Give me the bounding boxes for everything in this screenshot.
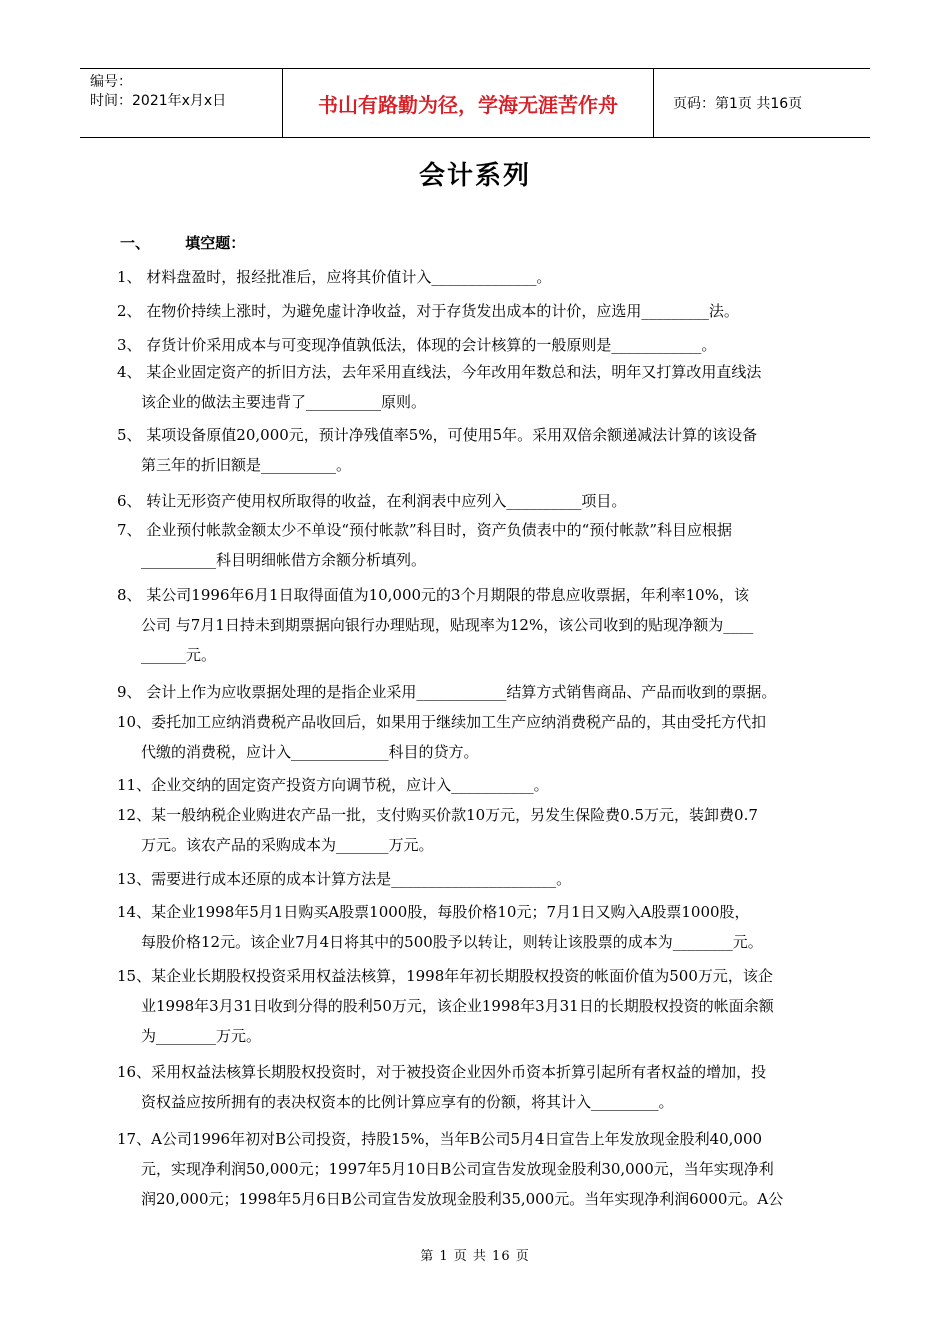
page-title: 会计系列 bbox=[418, 161, 531, 191]
question-item bbox=[117, 800, 847, 860]
question-line: 资权益应按所拥有的表决权资本的比例计算应享有的份额，将其计入_________。 bbox=[141, 1093, 674, 1111]
question-line: 公司 与7月1日持未到期票据向银行办理贴现，贴现率为12%，该公司收到的贴现净额为____ bbox=[141, 616, 754, 634]
question-line: 4、 某企业固定资产的折旧方法，去年采用直线法，今年改用年数总和法，明年又打算改用直线法 bbox=[117, 363, 762, 381]
question-line: 2、 在物价持续上涨时，为避免虚计净收益，对于存货发出成本的计价，应选用_________法。 bbox=[117, 302, 739, 320]
question-line: 3、 存货计价采用成本与可变现净值孰低法，体现的会计核算的一般原则是____________。 bbox=[117, 336, 717, 354]
question-item bbox=[117, 296, 847, 326]
question-line: 该企业的做法主要违背了__________原则。 bbox=[141, 393, 427, 411]
document-date: 时间：2021年x月x日 bbox=[90, 93, 227, 109]
question-line: 润20,000元；1998年5月6日B公司宣告发放现金股利35,000元。当年实现净利润6000元。A公 bbox=[141, 1190, 784, 1208]
header-motto: 书山有路勤为径，学海无涯苦作舟 bbox=[282, 69, 654, 137]
question-line: 业1998年3月31日收到分得的股利50万元，该企业1998年3月31日的长期股权投资的帐面余额 bbox=[141, 997, 774, 1015]
question-line: 11、企业交纳的固定资产投资方向调节税，应计入___________。 bbox=[117, 776, 549, 794]
question-line: 1、 材料盘盈时，报经批准后，应将其价值计入______________。 bbox=[117, 268, 552, 286]
question-line: 第三年的折旧额是__________。 bbox=[141, 456, 352, 474]
question-line: 10、委托加工应纳消费税产品收回后，如果用于继续加工生产应纳消费税产品的，其由受托方代扣 bbox=[117, 713, 767, 731]
question-line: 代缴的消费税，应计入_____________科目的贷方。 bbox=[141, 743, 479, 761]
question-item bbox=[117, 1124, 847, 1214]
header-meta bbox=[80, 69, 280, 137]
question-line: 16、采用权益法核算长期股权投资时，对于被投资企业因外币资本折算引起所有者权益的增加，投 bbox=[117, 1063, 767, 1081]
question-item bbox=[117, 897, 847, 957]
question-item bbox=[117, 486, 847, 516]
question-item bbox=[117, 330, 847, 360]
question-item bbox=[117, 770, 847, 800]
question-line: 17、A公司1996年初对B公司投资，持股15%，当年B公司5月4日宣告上年发放现金股利40,000 bbox=[117, 1130, 763, 1148]
question-item bbox=[117, 515, 847, 575]
question-line: __________科目明细帐借方余额分析填列。 bbox=[141, 551, 427, 569]
question-line: 7、 企业预付帐款金额太少不单设“预付帐款”科目时，资产负债表中的“预付帐款”科目应根据 bbox=[117, 521, 732, 539]
question-line: 9、 会计上作为应收票据处理的是指企业采用____________结算方式销售商品、产品而收到的票据。 bbox=[117, 683, 777, 701]
question-line: 8、 某公司1996年6月1日取得面值为10,000元的3个月期限的带息应收票据，年利率10%，该 bbox=[117, 586, 749, 604]
document-number-label: 编号： bbox=[90, 74, 132, 90]
question-item bbox=[117, 580, 847, 670]
question-line: 5、 某项设备原值20,000元，预计净残值率5%，可使用5年。采用双倍余额递减法计算的该设备 bbox=[117, 426, 758, 444]
question-item bbox=[117, 420, 847, 480]
question-line: 15、某企业长期股权投资采用权益法核算，1998年年初长期股权投资的帐面价值为500万元，该企 bbox=[117, 967, 773, 985]
question-item bbox=[117, 961, 847, 1051]
question-item bbox=[117, 864, 847, 894]
page-info-text: 页码：第1页 共16页 bbox=[673, 96, 803, 112]
page-footer: 第 1 页 共 16 页 bbox=[420, 1249, 530, 1264]
question-line: 元，实现净利润50,000元；1997年5月10日B公司宣告发放现金股利30,000元，当年实现净利 bbox=[141, 1160, 774, 1178]
header-page-info bbox=[663, 69, 870, 137]
question-line: 12、某一般纳税企业购进农产品一批，支付购买价款10万元，另发生保险费0.5万元，装卸费0.7 bbox=[117, 806, 758, 824]
question-line: 为________万元。 bbox=[141, 1027, 262, 1045]
section-heading bbox=[120, 232, 245, 253]
question-item bbox=[117, 357, 847, 417]
question-item bbox=[117, 262, 847, 292]
section-number: 一、 bbox=[120, 234, 151, 252]
question-item bbox=[117, 707, 847, 767]
question-line: 13、需要进行成本还原的成本计算方法是______________________。 bbox=[117, 870, 572, 888]
section-label: 填空题： bbox=[185, 234, 246, 252]
question-line: ______元。 bbox=[141, 646, 217, 664]
question-item bbox=[117, 1057, 847, 1117]
document-header bbox=[80, 68, 870, 138]
question-line: 每股价格12元。该企业7月4日将其中的500股予以转让，则转让该股票的成本为________元。 bbox=[141, 933, 763, 951]
question-line: 万元。该农产品的采购成本为_______万元。 bbox=[141, 836, 434, 854]
question-item bbox=[117, 677, 847, 707]
question-line: 14、某企业1998年5月1日购买A股票1000股，每股价格10元；7月1日又购入A股票1000股， bbox=[117, 903, 750, 921]
question-line: 6、 转让无形资产使用权所取得的收益，在利润表中应列入__________项目。 bbox=[117, 492, 627, 510]
